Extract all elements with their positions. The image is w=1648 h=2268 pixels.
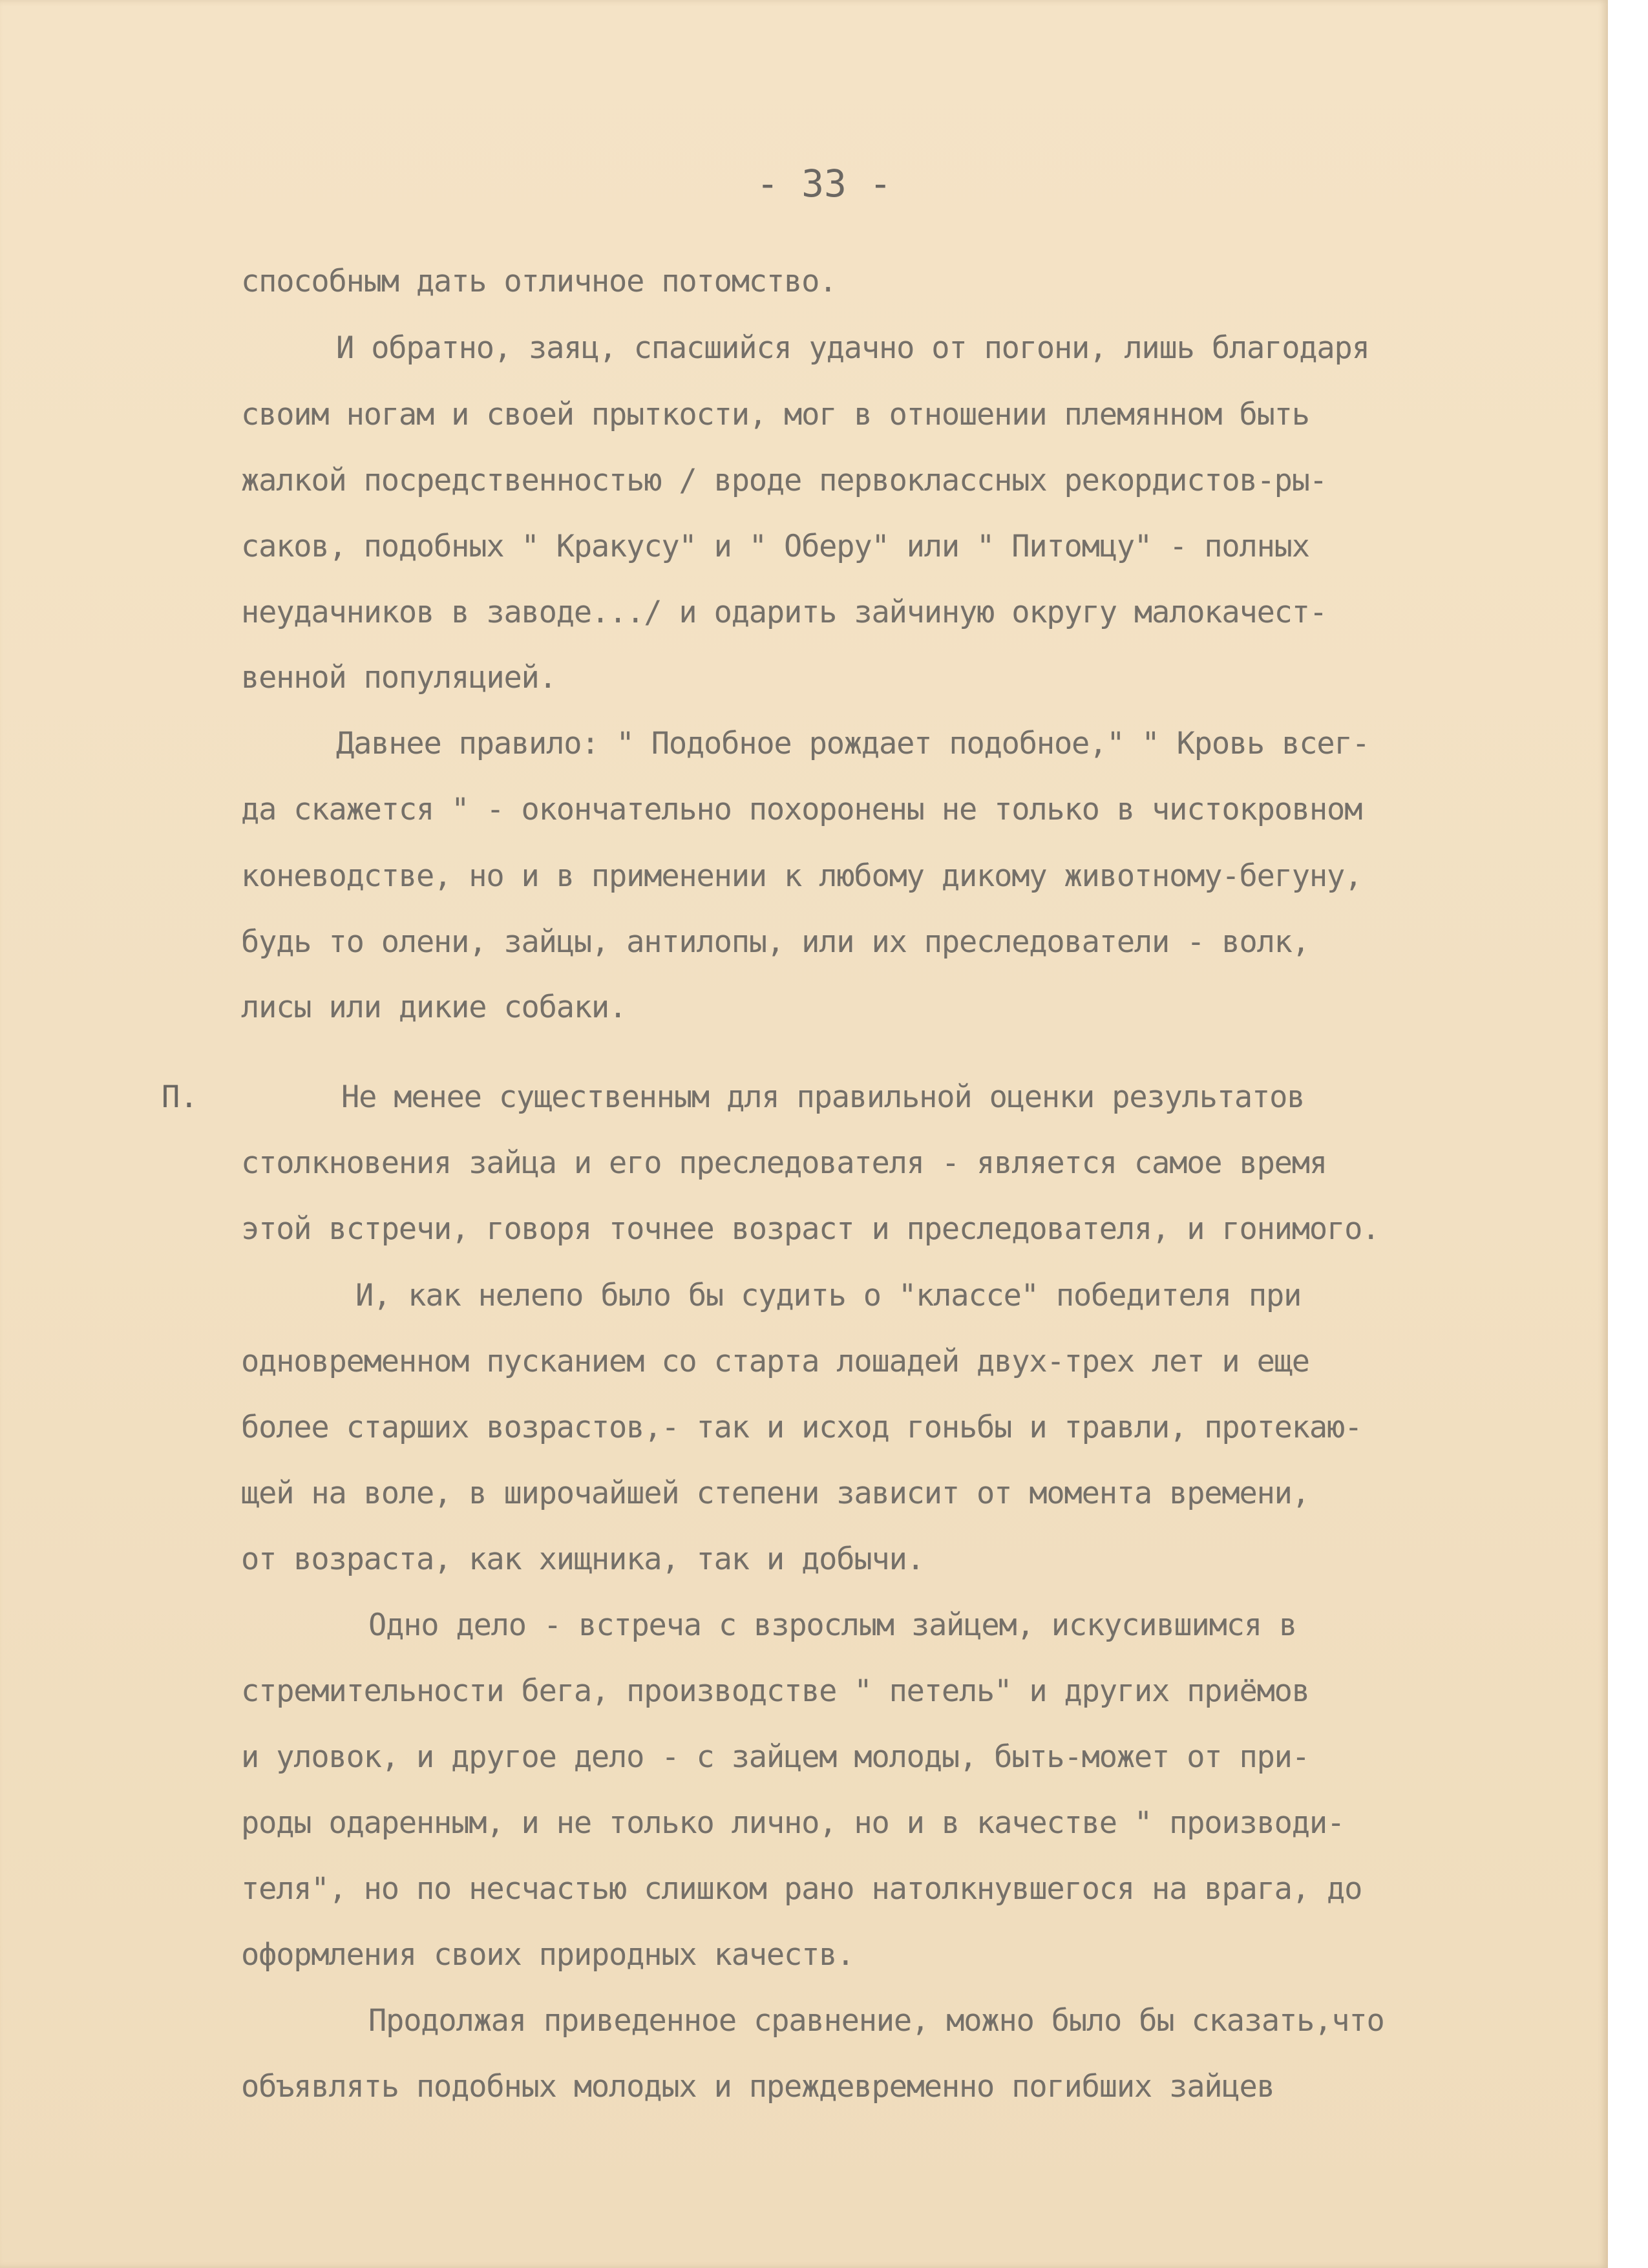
text-line: более старших возрастов,- так и исход гоньбы и травли, протекаю- (241, 1410, 1362, 1445)
text-line: саков, подобных " Кракусу" и " Оберу" или " Питомцу" - полных (241, 529, 1309, 564)
text-line: жалкой посредственностью / вроде первоклассных рекордистов-ры- (241, 463, 1327, 498)
text-line: теля", но по несчастью слишком рано натолкнувшегося на врага, до (241, 1871, 1362, 1907)
text-line: роды одаренным, и не только лично, но и в качестве " производи- (241, 1805, 1345, 1841)
text-line: своим ногам и своей прыткости, мог в отношении племянном быть (241, 397, 1309, 432)
text-line: одновременном пусканием со старта лошадей двух-трех лет и еще (241, 1344, 1309, 1379)
text-line: объявлять подобных молодых и преждевременно погибших зайцев (241, 2069, 1274, 2104)
text-line: да скажется " - окончательно похоронены не только в чистокровном (241, 792, 1362, 827)
section-marker: П. (162, 1079, 198, 1115)
text-line: Одно дело - встреча с взрослым зайцем, искусившимся в (368, 1607, 1297, 1643)
text-line: щей на воле, в широчайшей степени зависит от момента времени, (241, 1476, 1309, 1511)
text-line: Не менее существенным для правильной оценки результатов (341, 1079, 1305, 1115)
text-line: И, как нелепо было бы судить о "классе" победителя при (355, 1278, 1302, 1313)
text-line: И обратно, заяц, спасшийся удачно от погони, лишь благодаря (336, 330, 1369, 366)
text-line: будь то олени, зайцы, антилопы, или их преследователи - волк, (241, 924, 1309, 960)
text-line: коневодстве, но и в применении к любому дикому животному-бегуну, (241, 858, 1362, 894)
text-line: от возраста, как хищника, так и добычи. (241, 1542, 924, 1577)
page-number: - 33 - (756, 162, 892, 206)
scan-margin (1608, 0, 1648, 2268)
text-line: Продолжая приведенное сравнение, можно было бы сказать,что (368, 2003, 1384, 2039)
text-line: способным дать отличное потомство. (241, 264, 837, 299)
text-line: венной популяцией. (241, 660, 556, 695)
text-line: неудачников в заводе.../ и одарить зайчиную округу малокачест- (241, 595, 1327, 630)
text-line: Давнее правило: " Подобное рождает подобное," " Кровь всег- (336, 726, 1369, 761)
text-line: столкновения зайца и его преследователя - является самое время (241, 1145, 1327, 1181)
text-line: лисы или дикие собаки. (241, 990, 627, 1025)
text-line: стремительности бега, производстве " петель" и других приёмов (241, 1673, 1309, 1709)
text-line: и уловок, и другое дело - с зайцем молоды, быть-может от при- (241, 1739, 1309, 1775)
text-line: оформления своих природных качеств. (241, 1937, 854, 1973)
text-line: этой встречи, говоря точнее возраст и преследователя, и гонимого. (241, 1211, 1380, 1247)
